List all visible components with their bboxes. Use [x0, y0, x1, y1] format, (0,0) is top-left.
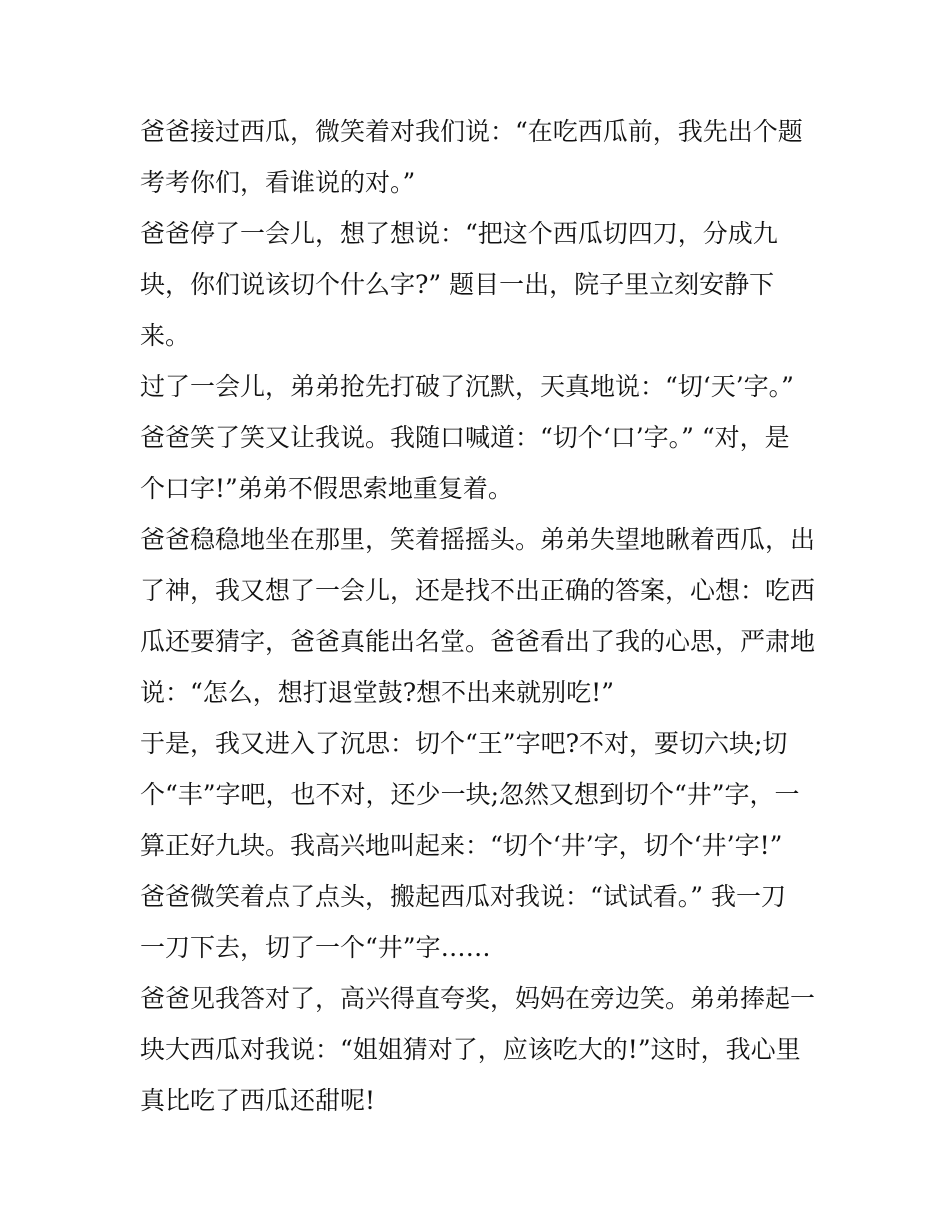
text-line: 爸爸见我答对了，高兴得直夸奖，妈妈在旁边笑。弟弟捧起一 — [140, 984, 816, 1013]
text-line: 于是，我又进入了沉思：切个“王”字吧?不对，要切六块;切 — [140, 729, 788, 758]
text-line: 个“丰”字吧，也不对，还少一块;忽然又想到切个“井”字，一 — [140, 780, 800, 809]
text-line: 爸爸笑了笑又让我说。我随口喊道：“切个‘口’字。” “对，是 — [140, 423, 790, 452]
text-line: 块，你们说该切个什么字?” 题目一出，院子里立刻安静下 — [140, 270, 775, 299]
text-line: 个口字!”弟弟不假思索地重复着。 — [140, 474, 513, 503]
text-line: 爸爸接过西瓜，微笑着对我们说：“在吃西瓜前，我先出个题 — [140, 117, 803, 146]
text-line: 爸爸稳稳地坐在那里，笑着摇摇头。弟弟失望地瞅着西瓜，出 — [140, 525, 816, 554]
text-line: 说：“怎么，想打退堂鼓?想不出来就别吃!” — [140, 678, 615, 707]
text-line: 一刀下去，切了一个“井”字…… — [140, 933, 491, 962]
text-line: 爸爸微笑着点了点头，搬起西瓜对我说：“试试看。” 我一刀 — [140, 882, 787, 911]
text-line: 考考你们，看谁说的对。” — [140, 168, 416, 197]
text-line: 过了一会儿，弟弟抢先打破了沉默，天真地说：“切‘天’字。” — [140, 372, 794, 401]
text-line: 了神，我又想了一会儿，还是找不出正确的答案，心想：吃西 — [140, 576, 816, 605]
text-line: 算正好九块。我高兴地叫起来：“切个‘井’字，切个‘井’字!” — [140, 831, 783, 860]
text-line: 瓜还要猜字，爸爸真能出名堂。爸爸看出了我的心思，严肃地 — [140, 627, 816, 656]
text-line: 真比吃了西瓜还甜呢! — [140, 1086, 376, 1115]
text-line: 爸爸停了一会儿，想了想说：“把这个西瓜切四刀，分成九 — [140, 219, 778, 248]
text-line: 块大西瓜对我说：“姐姐猜对了，应该吃大的!”这时，我心里 — [140, 1035, 801, 1064]
story-text — [140, 106, 830, 1126]
text-line: 来。 — [140, 321, 191, 350]
